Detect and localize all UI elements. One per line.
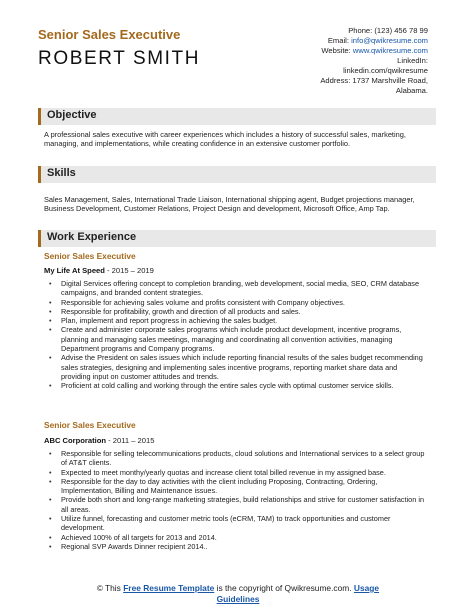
job-1-role: Senior Sales Executive <box>44 251 136 261</box>
footer-middle: is the copyright of Qwikresume.com. <box>214 583 354 593</box>
contact-linkedin-url: linkedin.com/qwikresume <box>343 66 428 75</box>
skills-title: Skills <box>47 167 76 179</box>
objective-text: A professional sales executive with career experiences which includes a history of successful sales, marketing, managing, and implementations, while creating confidence in an extensive customer portfolio. <box>44 130 406 149</box>
job-2-company-line <box>44 436 154 445</box>
contact-address: Address: 1737 Marshville Road, <box>320 76 428 85</box>
contact-website-row <box>228 46 428 56</box>
job-2-dates: - 2011 – 2015 <box>106 436 155 445</box>
contact-phone: Phone: (123) 456 78 99 <box>348 26 428 35</box>
objective-title: Objective <box>47 109 97 121</box>
job-2-bullet: • Responsible for selling telecommunications products, cloud solutions and International services to a select group of AT&T clients. <box>44 449 428 468</box>
job-1-bullet: • Proficient at cold calling and working through the entire sales cycle with optimal customer service skills. <box>44 381 428 390</box>
job-1-bullets <box>44 279 428 391</box>
job-1-company-line <box>44 266 154 275</box>
job-2-bullet: • Expected to meet monthy/yearly quotas and increase client total billed revenue in my assigned base. <box>44 468 428 477</box>
job-2-bullet: • Provide both short and long-range marketing strategies, build relationships and strive for customer satisfaction in all areas. <box>44 495 428 514</box>
job-1-bullet: • Advise the President on sales issues which include reporting financial results of the sales budget recommending sales strategies, designing and implementing sales incentive programs, reporting market share data and providing input on customer attitudes and trends. <box>44 353 428 381</box>
work-section-header <box>38 230 436 247</box>
job-2-bullet: • Regional SVP Awards Dinner recipient 2014.. <box>44 542 428 551</box>
contact-address-line2: Alabama. <box>395 86 428 95</box>
contact-email-label: Email: <box>327 36 352 45</box>
job-1-bullet: • Responsible for achieving sales volume and profits consistent with Company objectives. <box>44 298 428 307</box>
usage-guidelines-link-part1[interactable]: Usage <box>353 583 380 593</box>
work-title: Work Experience <box>47 231 137 243</box>
contact-website-label: Website: <box>321 46 353 55</box>
job-1-bullet: • Responsible for profitability, growth and direction of all products and sales. <box>44 307 428 316</box>
footer-copyright <box>38 583 438 605</box>
job-2-bullets <box>44 449 428 551</box>
job-1-bullet: • Create and administer corporate sales programs which include product development, incentive programs, planning and managing sales meetings, managing and coordinating all convention activities, managing Department programs and Company programs. <box>44 325 428 353</box>
contact-email-link[interactable]: info@qwikresume.com <box>351 36 428 45</box>
job-2-bullet: • Responsible for the day to day activities with the client including Proposing, Contracting, Ordering, Implementation, Billing and Maintenance issues. <box>44 477 428 496</box>
objective-section-header <box>38 108 436 125</box>
job-2-bullet: • Achieved 100% of all targets for 2013 and 2014. <box>44 533 428 542</box>
skills-section-header <box>38 166 436 183</box>
copyright-icon: © <box>96 584 103 593</box>
job-2-role: Senior Sales Executive <box>44 420 136 430</box>
usage-guidelines-link-part2[interactable]: Guidelines <box>216 594 260 604</box>
contact-email-row <box>228 36 428 46</box>
job-title: Senior Sales Executive <box>38 27 181 42</box>
contact-block <box>228 26 428 96</box>
footer-prefix: This <box>102 583 124 593</box>
free-resume-template-link[interactable]: Free Resume Template <box>123 583 215 593</box>
job-1-dates: - 2015 – 2019 <box>104 266 154 275</box>
job-2-company: ABC Corporation <box>44 436 107 445</box>
job-1-company: My Life At Speed <box>44 266 105 275</box>
candidate-name: ROBERT SMITH <box>38 48 201 69</box>
job-2-bullet: • Utilize funnel, forecasting and customer metric tools (eCRM, TAM) to track opportunities and customer development. <box>44 514 428 533</box>
contact-website-link[interactable]: www.qwikresume.com <box>352 46 428 55</box>
skills-text: Sales Management, Sales, International Trade Liaison, International shipping agent, Budget projections manager, Business Development, Customer Relations, Project Design and development, Microsoft Office, Amp Tap. <box>44 195 415 214</box>
job-1-bullet: • Plan, implement and report progress in achieving the sales budget. <box>44 316 428 325</box>
job-1-bullet: • Digital Services offering concept to completion branding, web development, social media, SEO, CRM database campaigns, and branded content strategies. <box>44 279 428 298</box>
contact-linkedin-label: LinkedIn: <box>397 56 428 65</box>
